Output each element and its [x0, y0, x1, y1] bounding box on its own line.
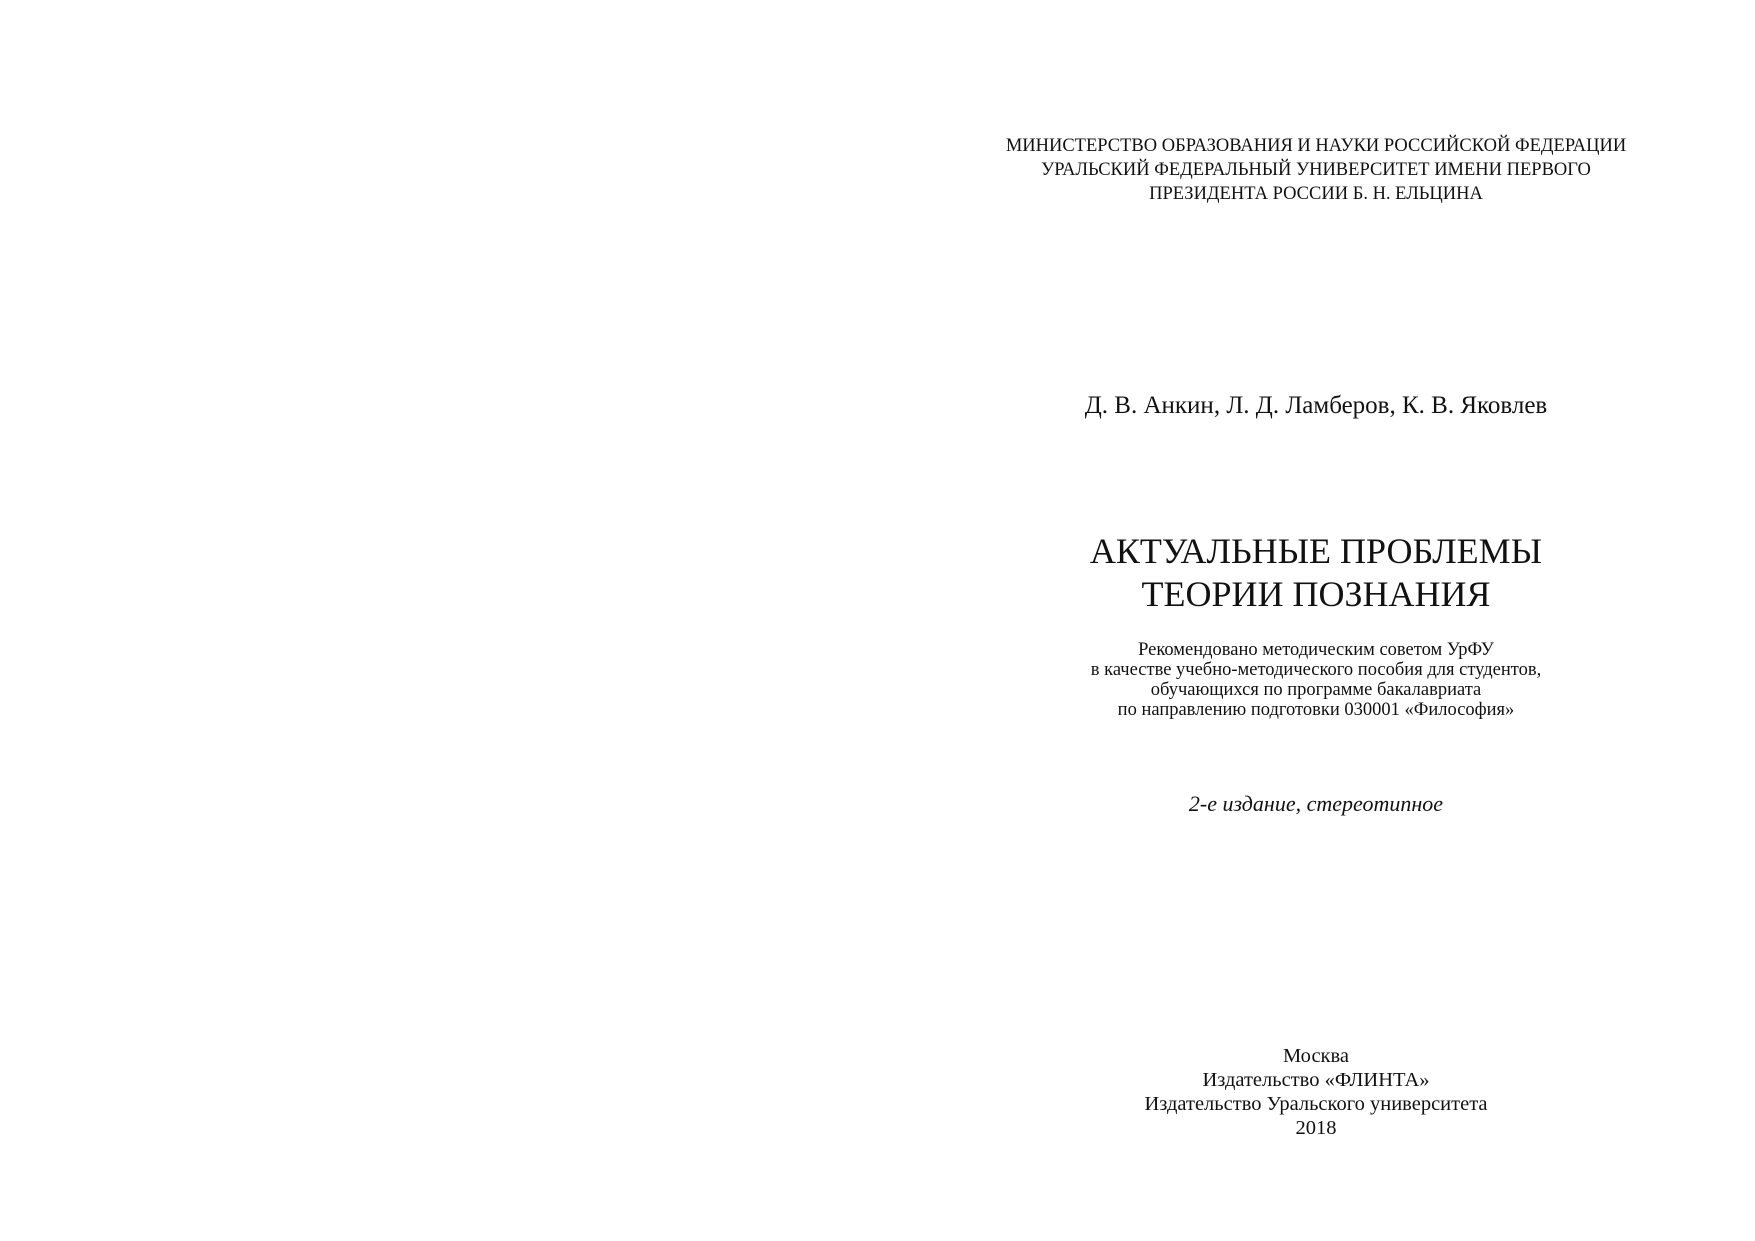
recommendation-line-3: обучающихся по программе бакалавриата	[1150, 680, 1482, 700]
recommendation-line-4: по направлению подготовки 030001 «Философия»	[1117, 700, 1515, 720]
imprint	[877, 1044, 1755, 1140]
authors: Д. В. Анкин, Л. Д. Ламберов, К. В. Яковлев	[1084, 392, 1548, 419]
book-title	[877, 530, 1755, 616]
book-title-line-1: АКТУАЛЬНЫЕ ПРОБЛЕМЫ	[1089, 531, 1543, 571]
university-line-continued: ПРЕЗИДЕНТА РОССИИ Б. Н. ЕЛЬЦИНА	[1149, 184, 1483, 204]
edition-note: 2-е издание, стереотипное	[1188, 791, 1444, 816]
left-page-blank	[0, 0, 877, 1241]
ministry-line: МИНИСТЕРСТВО ОБРАЗОВАНИЯ И НАУКИ РОССИЙСКОЙ ФЕДЕРАЦИИ	[1005, 136, 1627, 156]
imprint-city: Москва	[1282, 1045, 1350, 1067]
imprint-year: 2018	[1295, 1117, 1337, 1139]
imprint-publisher-ural: Издательство Уральского университета	[1144, 1093, 1488, 1115]
recommendation-line-1: Рекомендовано методическим советом УрФУ	[1138, 640, 1494, 660]
imprint-publisher-flinta: Издательство «ФЛИНТА»	[1202, 1069, 1430, 1091]
recommendation-line-2: в качестве учебно-методического пособия для студентов,	[1090, 660, 1542, 680]
recommendation-note	[877, 640, 1755, 720]
ministry-header	[877, 134, 1755, 206]
title-page	[877, 0, 1755, 1241]
university-line: УРАЛЬСКИЙ ФЕДЕРАЛЬНЫЙ УНИВЕРСИТЕТ ИМЕНИ ПЕРВОГО	[1041, 160, 1591, 180]
book-title-line-2: ТЕОРИИ ПОЗНАНИЯ	[1141, 574, 1491, 614]
